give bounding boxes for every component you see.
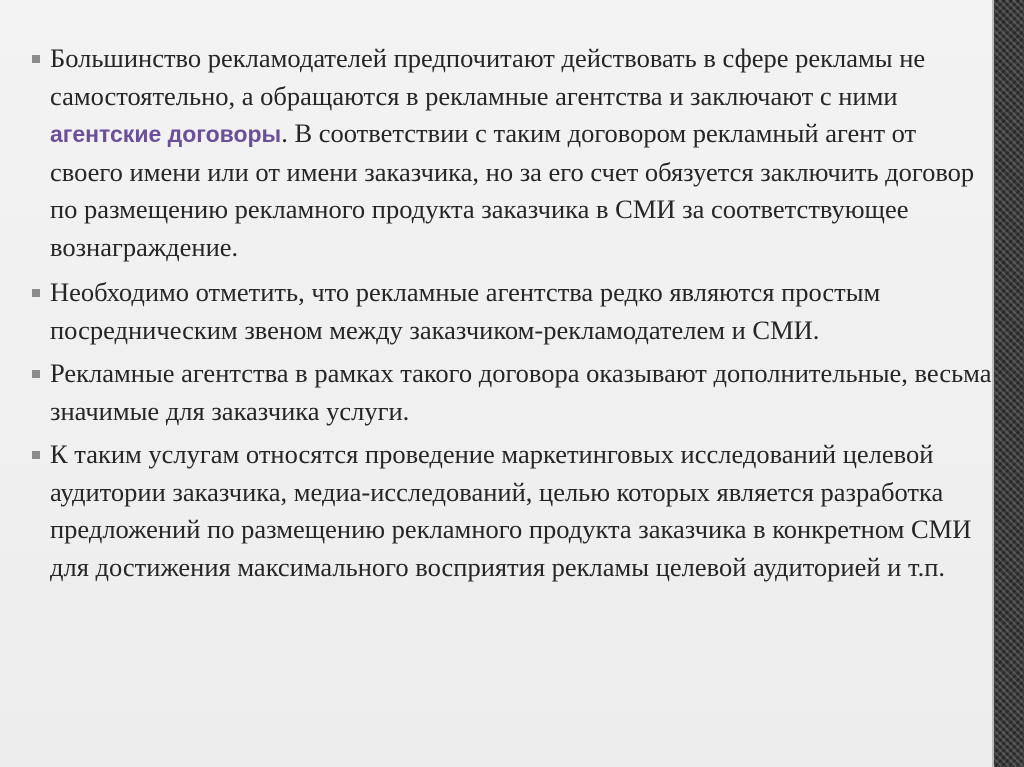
bullet-text: Рекламные агентства в рамках такого договора оказывают дополнительные, весьма значимые для заказчика услуги.: [50, 358, 992, 426]
bullet-item-intermediary: [32, 274, 992, 349]
bullet-item-agency-contracts: [32, 40, 992, 266]
bullet-item-services-list: [32, 436, 992, 586]
decorative-side-stripe: [994, 0, 1024, 767]
square-bullet-icon: [32, 55, 40, 63]
slide-content: [32, 40, 992, 594]
square-bullet-icon: [32, 370, 40, 378]
bullet-list: [32, 40, 992, 586]
bullet-text-after: . В соответствии с таким договором рекламный агент от своего имени или от имени заказчика, но за его счет обязуется заключить договор по размещению рекламного продукта заказчика в СМИ за соответствующее вознаграждение.: [50, 118, 975, 262]
bullet-text-before: Большинство рекламодателей предпочитают действовать в сфере рекламы не самостоятельно, а обращаются в рекламные агентства и заключают с ними: [50, 43, 926, 111]
highlight-term: агентские договоры: [50, 121, 282, 147]
bullet-text: К таким услугам относятся проведение маркетинговых исследований целевой аудитории заказчика, медиа-исследований, целью которых является разработка предложений по размещению рекламного продукта заказчика в конкретном СМИ для достижения максимального восприятия рекламы целевой аудиторией и т.п.: [50, 439, 972, 582]
square-bullet-icon: [32, 289, 40, 297]
square-bullet-icon: [32, 451, 40, 459]
bullet-item-additional-services: [32, 355, 992, 430]
bullet-text: Необходимо отметить, что рекламные агентства редко являются простым посредническим звеном между заказчиком-рекламодателем и СМИ.: [50, 277, 881, 345]
